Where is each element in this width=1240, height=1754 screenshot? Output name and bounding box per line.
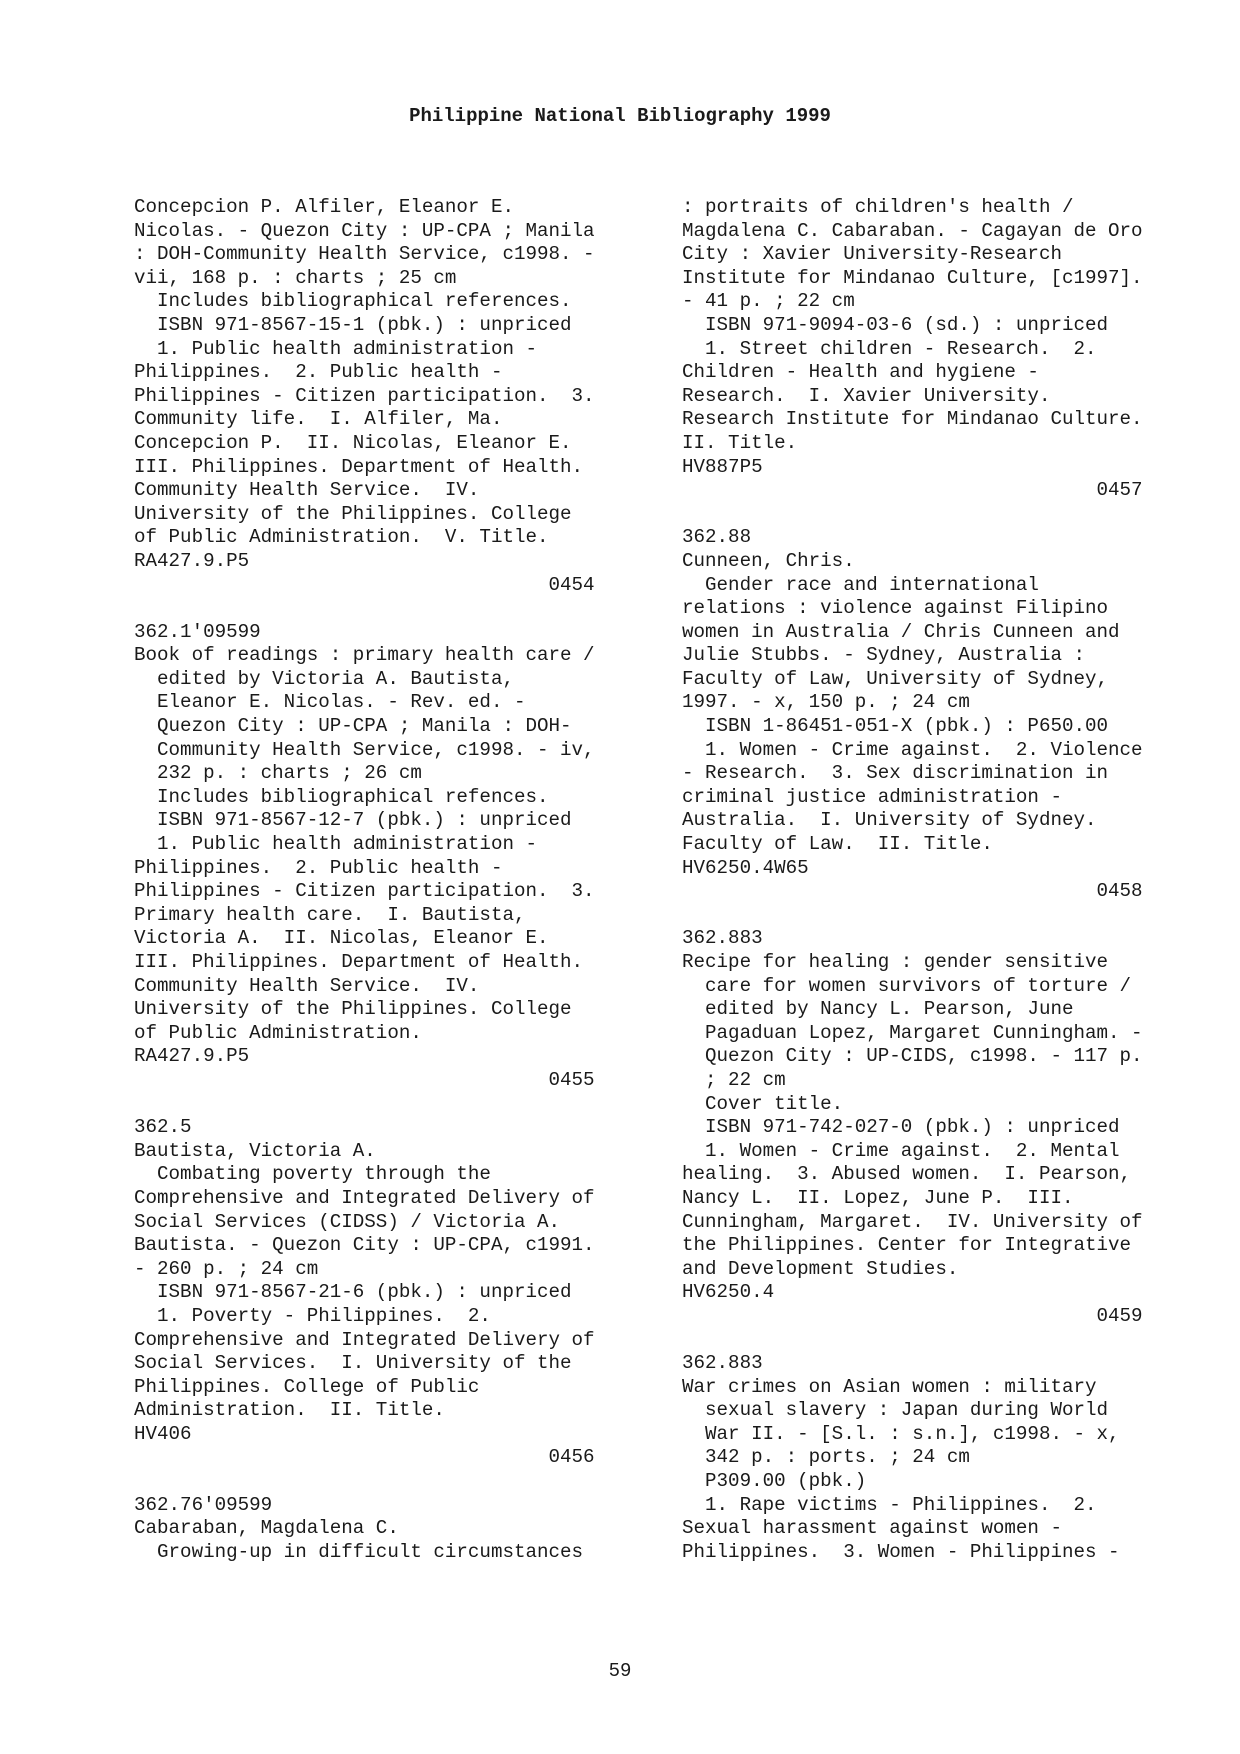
entry-line: 362.883 [682,1352,763,1375]
entry-line: Cover title. [682,1092,844,1115]
entry-line: 0456 [134,1446,595,1469]
entry-line: 232 p. : charts ; 26 cm [134,762,422,785]
entry-line: 1. Public health administration - [134,833,538,856]
entry-line: University of the Philippines. College [134,502,572,525]
entry-line: ISBN 971-742-027-0 (pbk.) : unpriced [682,1116,1120,1139]
entry-line: care for women survivors of torture / [682,974,1132,997]
entry-line [682,1329,1192,1353]
entry-line: HV887P5 [682,455,763,478]
entry-line: 0455 [134,1068,595,1091]
entry-line: Research Institute for Mindanao Culture. [682,408,1143,431]
entry-line: 1. Street children - Research. 2. [682,337,1097,360]
entry-line: HV406 [134,1422,192,1445]
entry-line: Nancy L. II. Lopez, June P. III. [682,1186,1074,1209]
entry-line: P309.00 (pbk.) [682,1470,867,1493]
entry-line: Cunningham, Margaret. IV. University of [682,1210,1143,1233]
entry-line: Sexual harassment against women - [682,1517,1062,1540]
entry-line: Community life. I. Alfiler, Ma. [134,408,503,431]
entry-line: Philippines. 2. Public health - [134,856,503,879]
entry-line: : DOH-Community Health Service, c1998. - [134,243,595,266]
entry-line: Philippines - Citizen participation. 3. [134,384,595,407]
entry-line: 362.883 [682,927,763,950]
entry-line: Administration. II. Title. [134,1399,445,1422]
entry-line: Australia. I. University of Sydney. [682,809,1097,832]
entry-line: healing. 3. Abused women. I. Pearson, [682,1163,1132,1186]
entry-line: Primary health care. I. Bautista, [134,903,526,926]
entry-line: Philippines. 2. Public health - [134,361,503,384]
page-number: 59 [608,1660,632,1682]
entry-line: 1. Rape victims - Philippines. 2. [682,1493,1097,1516]
entry-line: relations : violence against Filipino [682,597,1109,620]
entry-line: women in Australia / Chris Cunneen and [682,620,1120,643]
entry-line: RA427.9.P5 [134,1045,250,1068]
entry-line: Community Health Service. IV. [134,479,480,502]
entry-line: Faculty of Law. II. Title. [682,833,993,856]
entry-line: Cabaraban, Magdalena C. [134,1517,399,1540]
entry-line: Magdalena C. Cabaraban. - Cagayan de Oro [682,219,1143,242]
entry-line [134,1470,644,1494]
entry-line: 0454 [134,573,595,596]
entry-line: 1. Women - Crime against. 2. Mental [682,1139,1120,1162]
right-column [682,196,1192,1564]
entry-line: vii, 168 p. : charts ; 25 cm [134,266,457,289]
entry-line: 362.76'09599 [134,1493,273,1516]
entry-line: : portraits of children's health / [682,196,1074,218]
entry-line: 362.1'09599 [134,620,261,643]
entry-line: ISBN 971-8567-12-7 (pbk.) : unpriced [134,809,572,832]
entry-line: Community Health Service. IV. [134,974,480,997]
entry-line: ; 22 cm [682,1068,786,1091]
entry-line: ISBN 971-8567-15-1 (pbk.) : unpriced [134,313,572,336]
entry-line: II. Title. [682,431,798,454]
entry-line: Includes bibliographical references. [134,290,572,313]
entry-line: Pagaduan Lopez, Margaret Cunningham. - [682,1021,1143,1044]
entry-line [682,503,1192,527]
entry-line: - Research. 3. Sex discrimination in [682,762,1109,785]
entry-line: Faculty of Law, University of Sydney, [682,667,1109,690]
entry-line [134,597,644,621]
entry-line: Comprehensive and Integrated Delivery of [134,1328,595,1351]
entry-line: Community Health Service, c1998. - iv, [134,738,595,761]
entry-line: City : Xavier University-Research [682,243,1062,266]
entry-line: Growing-up in difficult circumstances [134,1540,584,1563]
entry-line: of Public Administration. V. Title. [134,526,549,549]
entry-line: Comprehensive and Integrated Delivery of [134,1186,595,1209]
entry-line: 362.5 [134,1116,192,1139]
entry-line: Concepcion P. Alfiler, Eleanor E. [134,196,514,218]
entry-line: Bautista. - Quezon City : UP-CPA, c1991. [134,1234,595,1257]
entry-line: Quezon City : UP-CPA ; Manila : DOH- [134,715,572,738]
entry-line: University of the Philippines. College [134,998,572,1021]
entry-line: edited by Nancy L. Pearson, June [682,998,1074,1021]
entry-line: ISBN 971-8567-21-6 (pbk.) : unpriced [134,1281,572,1304]
entry-line: 1. Public health administration - [134,337,538,360]
entry-line: Institute for Mindanao Culture, [c1997]. [682,266,1143,289]
entry-line: - 41 p. ; 22 cm [682,290,855,313]
entry-line: edited by Victoria A. Bautista, [134,667,514,690]
entry-line: Bautista, Victoria A. [134,1139,376,1162]
entry-line: of Public Administration. [134,1021,422,1044]
entry-line: the Philippines. Center for Integrative [682,1234,1132,1257]
entry-line: criminal justice administration - [682,785,1062,808]
entry-line: - 260 p. ; 24 cm [134,1257,319,1280]
entry-line: RA427.9.P5 [134,549,250,572]
entry-line: 342 p. : ports. ; 24 cm [682,1446,970,1469]
entry-line: 362.88 [682,526,752,549]
entry-line: War crimes on Asian women : military [682,1375,1097,1398]
entry-line: Quezon City : UP-CIDS, c1998. - 117 p. [682,1045,1143,1068]
entry-line: III. Philippines. Department of Health. [134,951,584,973]
left-column [134,196,644,1564]
entry-line: Cunneen, Chris. [682,549,855,572]
entry-line: Concepcion P. II. Nicolas, Eleanor E. [134,431,572,454]
entry-line: Children - Health and hygiene - [682,361,1039,384]
entry-line: HV6250.4W65 [682,856,809,879]
entry-line: 1. Women - Crime against. 2. Violence [682,738,1143,761]
entry-line: Recipe for healing : gender sensitive [682,951,1109,973]
entry-line: Book of readings : primary health care / [134,644,595,667]
entry-line: ISBN 971-9094-03-6 (sd.) : unpriced [682,313,1109,336]
entry-line: ISBN 1-86451-051-X (pbk.) : P650.00 [682,715,1109,738]
entry-line: Eleanor E. Nicolas. - Rev. ed. - [134,691,526,714]
entry-line [134,1093,644,1117]
entry-line: Philippines. 3. Women - Philippines - [682,1540,1120,1563]
entry-line: Nicolas. - Quezon City : UP-CPA ; Manila [134,219,595,242]
entry-line: Victoria A. II. Nicolas, Eleanor E. [134,927,549,950]
entry-line: Julie Stubbs. - Sydney, Australia : [682,644,1086,667]
entry-line: 1997. - x, 150 p. ; 24 cm [682,691,970,714]
entry-line: and Development Studies. [682,1257,959,1280]
entry-line: 0458 [682,880,1143,903]
entry-line: sexual slavery : Japan during World [682,1399,1109,1422]
entry-line: Social Services. I. University of the [134,1352,572,1375]
entry-line: Includes bibliographical refences. [134,785,549,808]
page-title: Philippine National Bibliography 1999 [409,105,831,127]
entry-line: Philippines. College of Public [134,1375,480,1398]
entry-line: 1. Poverty - Philippines. 2. [134,1304,491,1327]
entry-line: 0459 [682,1304,1143,1327]
entry-line: Research. I. Xavier University. [682,384,1051,407]
entry-line: 0457 [682,479,1143,502]
entry-line: III. Philippines. Department of Health. [134,455,584,478]
entry-line [682,904,1192,928]
entry-line: HV6250.4 [682,1281,775,1304]
entry-line: Philippines - Citizen participation. 3. [134,880,595,903]
entry-line: Social Services (CIDSS) / Victoria A. [134,1210,561,1233]
entry-line: Combating poverty through the [134,1163,491,1186]
entry-line: War II. - [S.l. : s.n.], c1998. - x, [682,1422,1120,1445]
entry-line: Gender race and international [682,573,1039,596]
